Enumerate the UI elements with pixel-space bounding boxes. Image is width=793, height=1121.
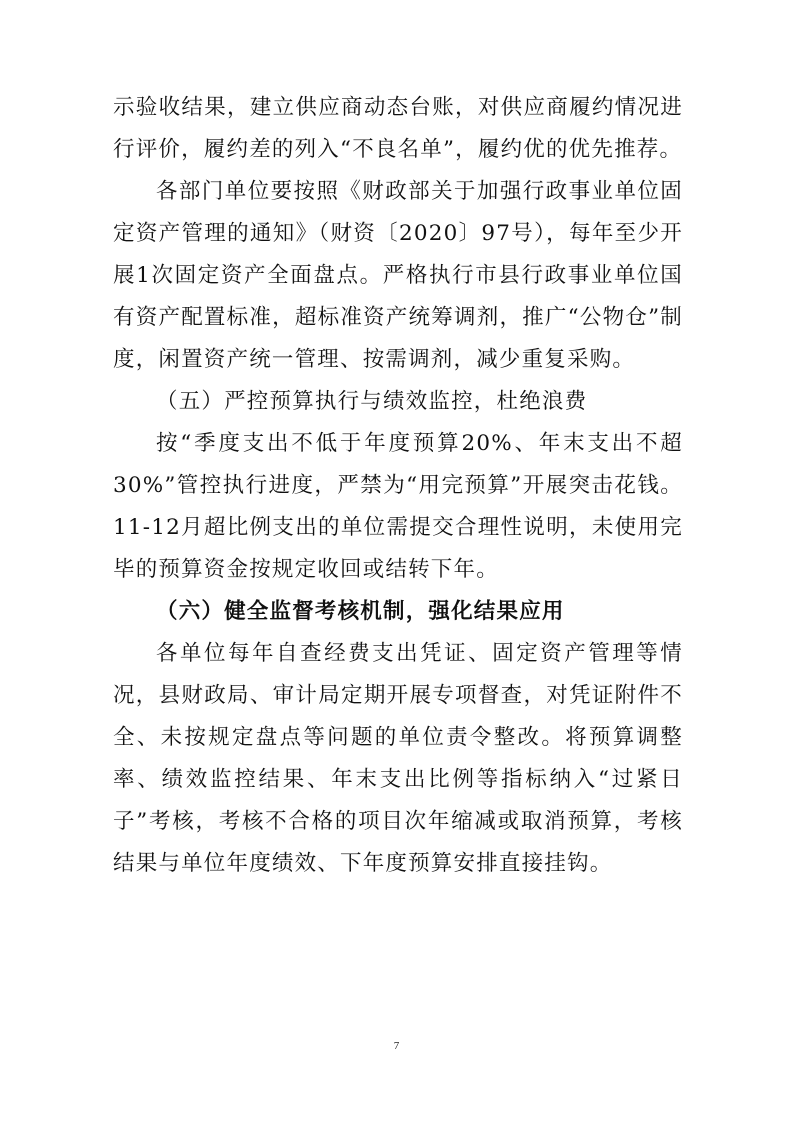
section-heading-6: （六）健全监督考核机制，强化结果应用 (156, 599, 565, 624)
body-text (113, 87, 683, 885)
paragraph-budget-execution: 按“季度支出不低于年度预算20%、年末支出不超30%”管控执行进度，严禁为“用完预算”开展突击花钱。11-12月超比例支出的单位需提交合理性说明，未使用完毕的预算资金按规定收回或结转下年。 (113, 431, 683, 582)
paragraph-supervision: 各单位每年自查经费支出凭证、固定资产管理等情况，县财政局、审计局定期开展专项督查，对凭证附件不全、未按规定盘点等问题的单位责令整改。将预算调整率、绩效监控结果、年末支出比例等指标纳入“过紧日子”考核，考核不合格的项目次年缩减或取消预算，考核结果与单位年度绩效、下年度预算安排直接挂钩。 (113, 641, 683, 876)
page-number: 7 (393, 1040, 400, 1052)
section-heading-5: （五）严控预算执行与绩效监控，杜绝浪费 (156, 389, 588, 414)
paragraph-continuation: 示验收结果，建立供应商动态台账，对供应商履约情况进行评价，履约差的列入“不良名单”，履约优的优先推荐。 (113, 95, 683, 162)
paragraph-fixed-assets: 各部门单位要按照《财政部关于加强行政事业单位固定资产管理的通知》（财资〔2020〕97号），每年至少开展1次固定资产全面盘点。严格执行市县行政事业单位国有资产配置标准，超标准资产统筹调剂，推广“公物仓”制度，闲置资产统一管理、按需调剂，减少重复采购。 (113, 179, 683, 372)
